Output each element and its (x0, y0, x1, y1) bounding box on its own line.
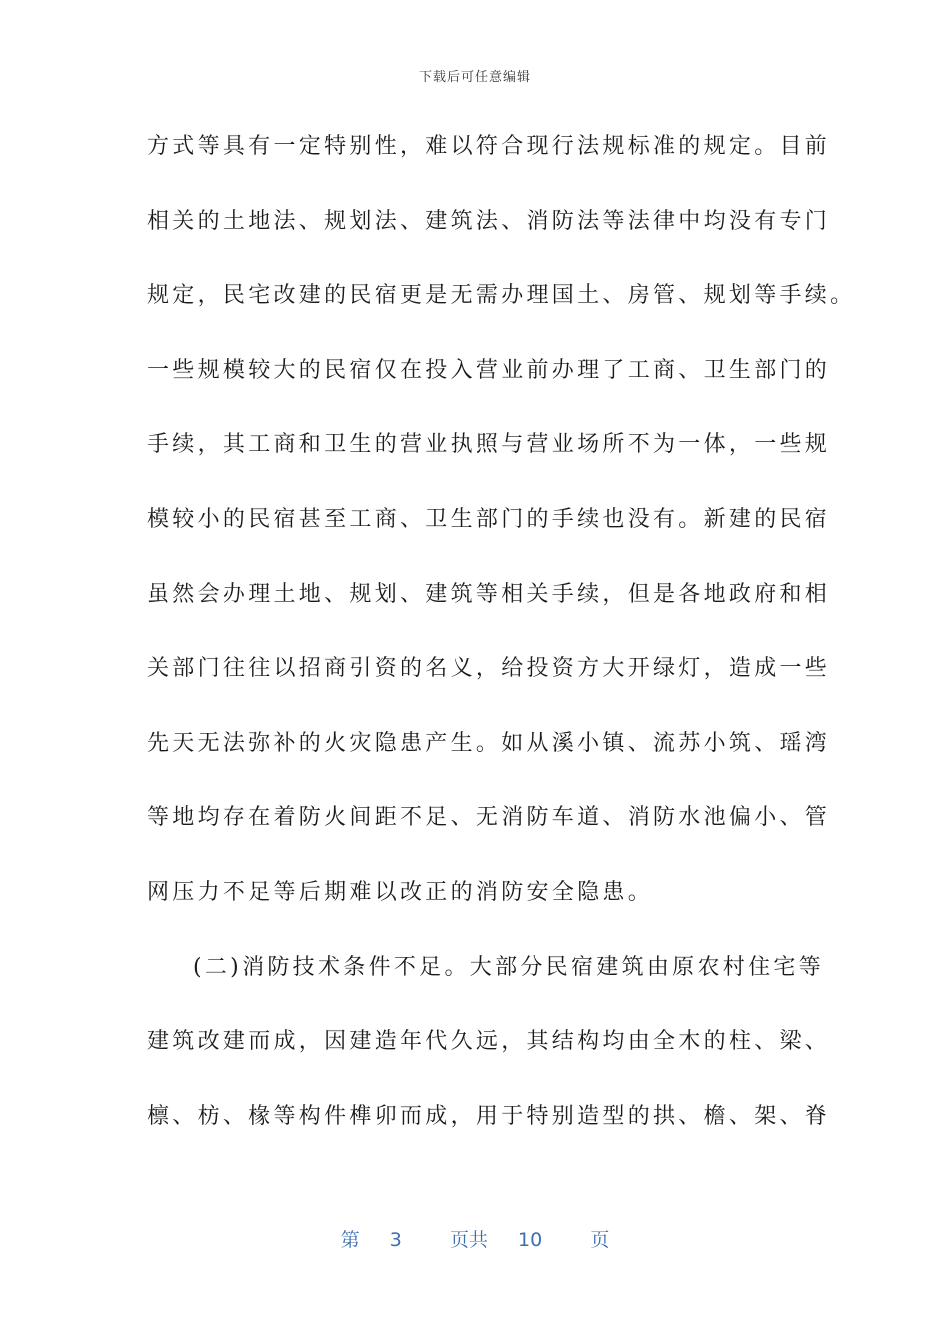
section-heading-line: (二)消防技术条件不足。大部分民宿建筑由原农村住宅等 (193, 954, 824, 980)
page-suffix: 页 (590, 1229, 610, 1251)
text-line: 等地均存在着防火间距不足、无消防车道、消防水池偏小、管 (147, 805, 831, 831)
page-middle-label: 页共 (449, 1229, 488, 1251)
text-line: 建筑改建而成，因建造年代久远，其结构均由全木的柱、梁、 (147, 1029, 831, 1055)
text-line: 檩、枋、椽等构件榫卯而成，用于特别造型的拱、檐、架、脊 (147, 1103, 831, 1129)
page-total-number: 10 (518, 1229, 543, 1251)
page-prefix: 第 (340, 1229, 360, 1251)
page-current-number: 3 (389, 1229, 402, 1251)
text-line: 先天无法弥补的火灾隐患产生。如从溪小镇、流苏小筑、瑶湾 (147, 730, 831, 756)
document-body (147, 128, 856, 1172)
text-line: 一些规模较大的民宿仅在投入营业前办理了工商、卫生部门的 (147, 357, 831, 383)
text-line: 方式等具有一定特别性，难以符合现行法规标准的规定。目前 (147, 134, 831, 159)
header-note: 下载后可任意编辑 (418, 70, 531, 85)
text-line: 模较小的民宿甚至工商、卫生部门的手续也没有。新建的民宿 (147, 506, 831, 532)
text-line: 网压力不足等后期难以改正的消防安全隐患。 (147, 879, 654, 905)
text-line: 关部门往往以招商引资的名义，给投资方大开绿灯，造成一些 (147, 656, 831, 682)
text-line: 手续，其工商和卫生的营业执照与营业场所不为一体，一些规 (147, 432, 831, 458)
text-line: 相关的土地法、规划法、建筑法、消防法等法律中均没有专门 (147, 208, 831, 234)
text-line: 规定，民宅改建的民宿更是无需办理国土、房管、规划等手续。 (147, 283, 856, 309)
page-footer (0, 1225, 950, 1252)
text-line: 虽然会办理土地、规划、建筑等相关手续，但是各地政府和相 (147, 581, 831, 607)
